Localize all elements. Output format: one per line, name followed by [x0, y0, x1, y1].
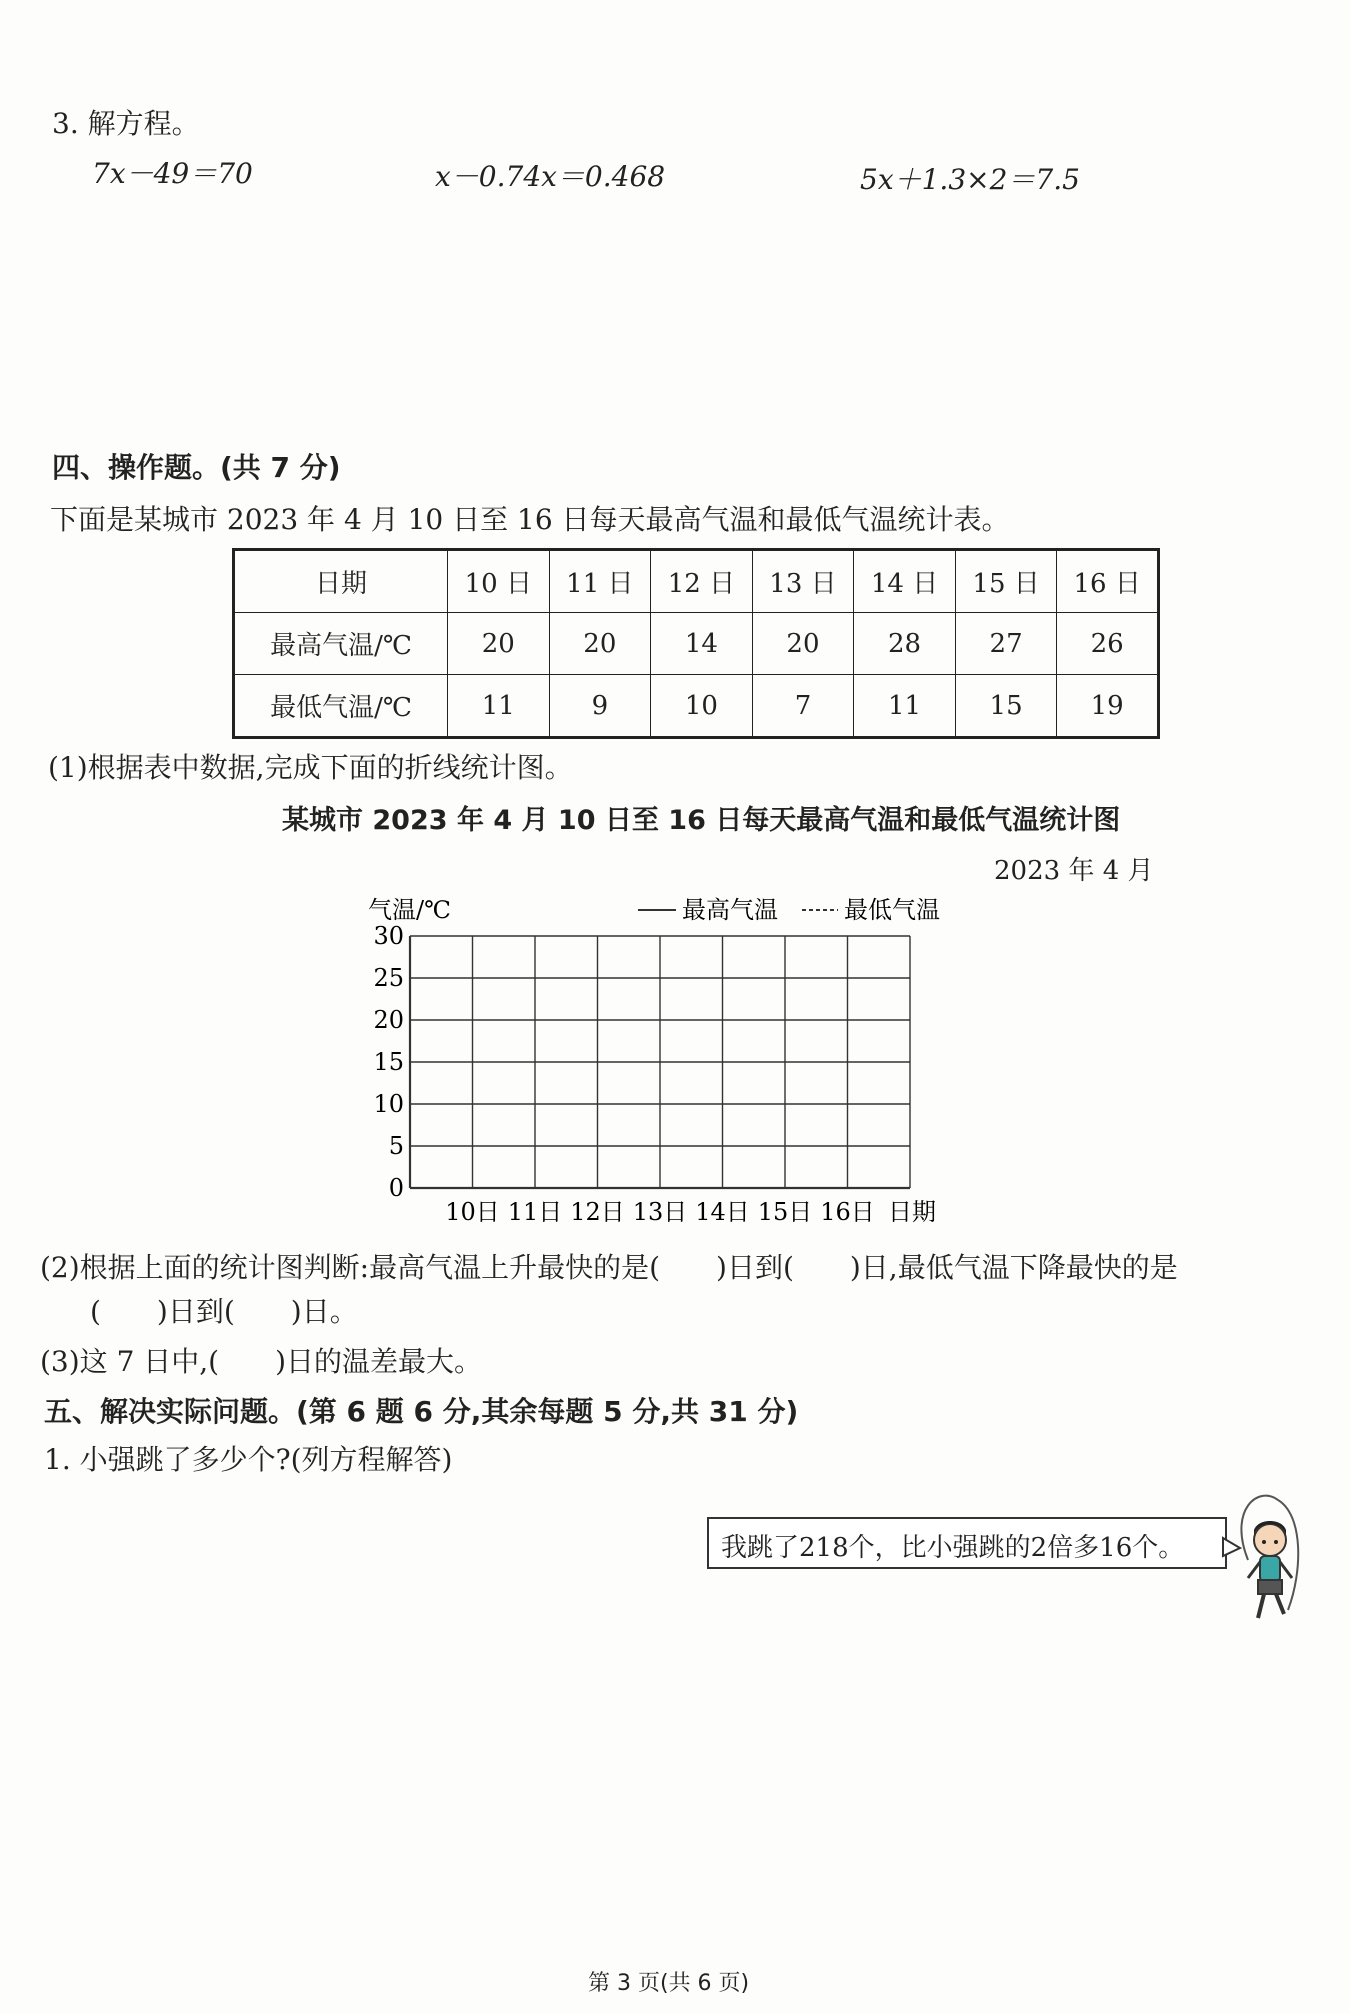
y-tick-label: 0	[388, 1174, 404, 1202]
chart-subtitle: 2023 年 4 月	[994, 856, 1154, 886]
line-chart	[360, 890, 960, 1230]
y-tick-label: 10	[373, 1090, 404, 1118]
table-header-label: 日期	[234, 550, 448, 613]
table-row	[234, 675, 1159, 738]
page-footer: 第 3 页(共 6 页)	[588, 1971, 750, 1996]
table-cell: 9	[549, 675, 651, 738]
x-tick-label: 16日	[820, 1198, 875, 1226]
section4-heading: 四、操作题。(共 7 分)	[52, 451, 341, 484]
table-day: 16 日	[1057, 550, 1159, 613]
y-tick-label: 15	[373, 1048, 404, 1076]
table-day: 10 日	[448, 550, 550, 613]
table-cell: 20	[549, 613, 651, 675]
x-tick-label: 14日	[695, 1198, 750, 1226]
table-cell: 19	[1057, 675, 1159, 738]
table-header-row	[234, 550, 1159, 613]
y-tick-label: 30	[373, 922, 404, 950]
y-tick-label: 25	[373, 964, 404, 992]
table-row	[234, 613, 1159, 675]
sub-question-1: (1)根据表中数据,完成下面的折线统计图。	[48, 751, 573, 784]
y-tick-label: 5	[388, 1132, 404, 1160]
table-cell: 11	[854, 675, 956, 738]
table-cell: 20	[448, 613, 550, 675]
table-day: 15 日	[955, 550, 1057, 613]
x-tick-label: 11日	[507, 1198, 563, 1226]
table-cell: 26	[1057, 613, 1159, 675]
section5-q1: 1. 小强跳了多少个?(列方程解答)	[44, 1443, 453, 1476]
chart-title: 某城市 2023 年 4 月 10 日至 16 日每天最高气温和最低气温统计图	[282, 805, 1121, 836]
equation-1: 7x－49＝70	[92, 157, 253, 190]
y-tick-label: 20	[373, 1006, 404, 1034]
row-label-high: 最高气温/℃	[234, 613, 448, 675]
x-axis-label: 日期	[888, 1198, 936, 1226]
sub-question-2-line1: (2)根据上面的统计图判断:最高气温上升最快的是( )日到( )日,最低气温下降最快的是	[40, 1251, 1178, 1284]
x-tick-label: 13日	[632, 1198, 688, 1226]
equation-3: 5x＋1.3×2＝7.5	[860, 163, 1080, 196]
section5-heading: 五、解决实际问题。(第 6 题 6 分,其余每题 5 分,共 31 分)	[44, 1395, 799, 1428]
jump-rope-girl-icon	[1218, 1490, 1318, 1640]
sub-question-2-line2: ( )日到( )日。	[90, 1295, 358, 1328]
table-day: 12 日	[651, 550, 753, 613]
x-tick-labels	[445, 1198, 875, 1226]
chart-legend	[638, 896, 940, 924]
y-tick-labels	[373, 922, 404, 1202]
table-day: 13 日	[752, 550, 854, 613]
x-tick-label: 10日	[445, 1198, 500, 1226]
legend-label-low: 最低气温	[844, 896, 940, 924]
equation-2: x－0.74x＝0.468	[435, 160, 666, 193]
speech-bubble	[707, 1517, 1227, 1569]
table-cell: 10	[651, 675, 753, 738]
y-axis-label: 气温/℃	[368, 896, 451, 924]
table-cell: 27	[955, 613, 1057, 675]
speech-bubble-text: 我跳了218个，比小强跳的2倍多16个。	[721, 1533, 1185, 1563]
table-cell: 11	[448, 675, 550, 738]
section4-intro: 下面是某城市 2023 年 4 月 10 日至 16 日每天最高气温和最低气温统计表。	[50, 503, 1010, 536]
table-day: 14 日	[854, 550, 956, 613]
temperature-table	[232, 548, 1160, 739]
row-label-low: 最低气温/℃	[234, 675, 448, 738]
table-cell: 28	[854, 613, 956, 675]
table-cell: 20	[752, 613, 854, 675]
x-tick-label: 12日	[570, 1198, 625, 1226]
table-cell: 7	[752, 675, 854, 738]
q3-title: 3. 解方程。	[52, 107, 200, 140]
table-cell: 15	[955, 675, 1057, 738]
legend-label-high: 最高气温	[682, 896, 778, 924]
table-day: 11 日	[549, 550, 651, 613]
table-cell: 14	[651, 613, 753, 675]
x-tick-label: 15日	[757, 1198, 813, 1226]
sub-question-3: (3)这 7 日中,( )日的温差最大。	[40, 1345, 483, 1378]
chart-grid	[410, 936, 910, 1188]
